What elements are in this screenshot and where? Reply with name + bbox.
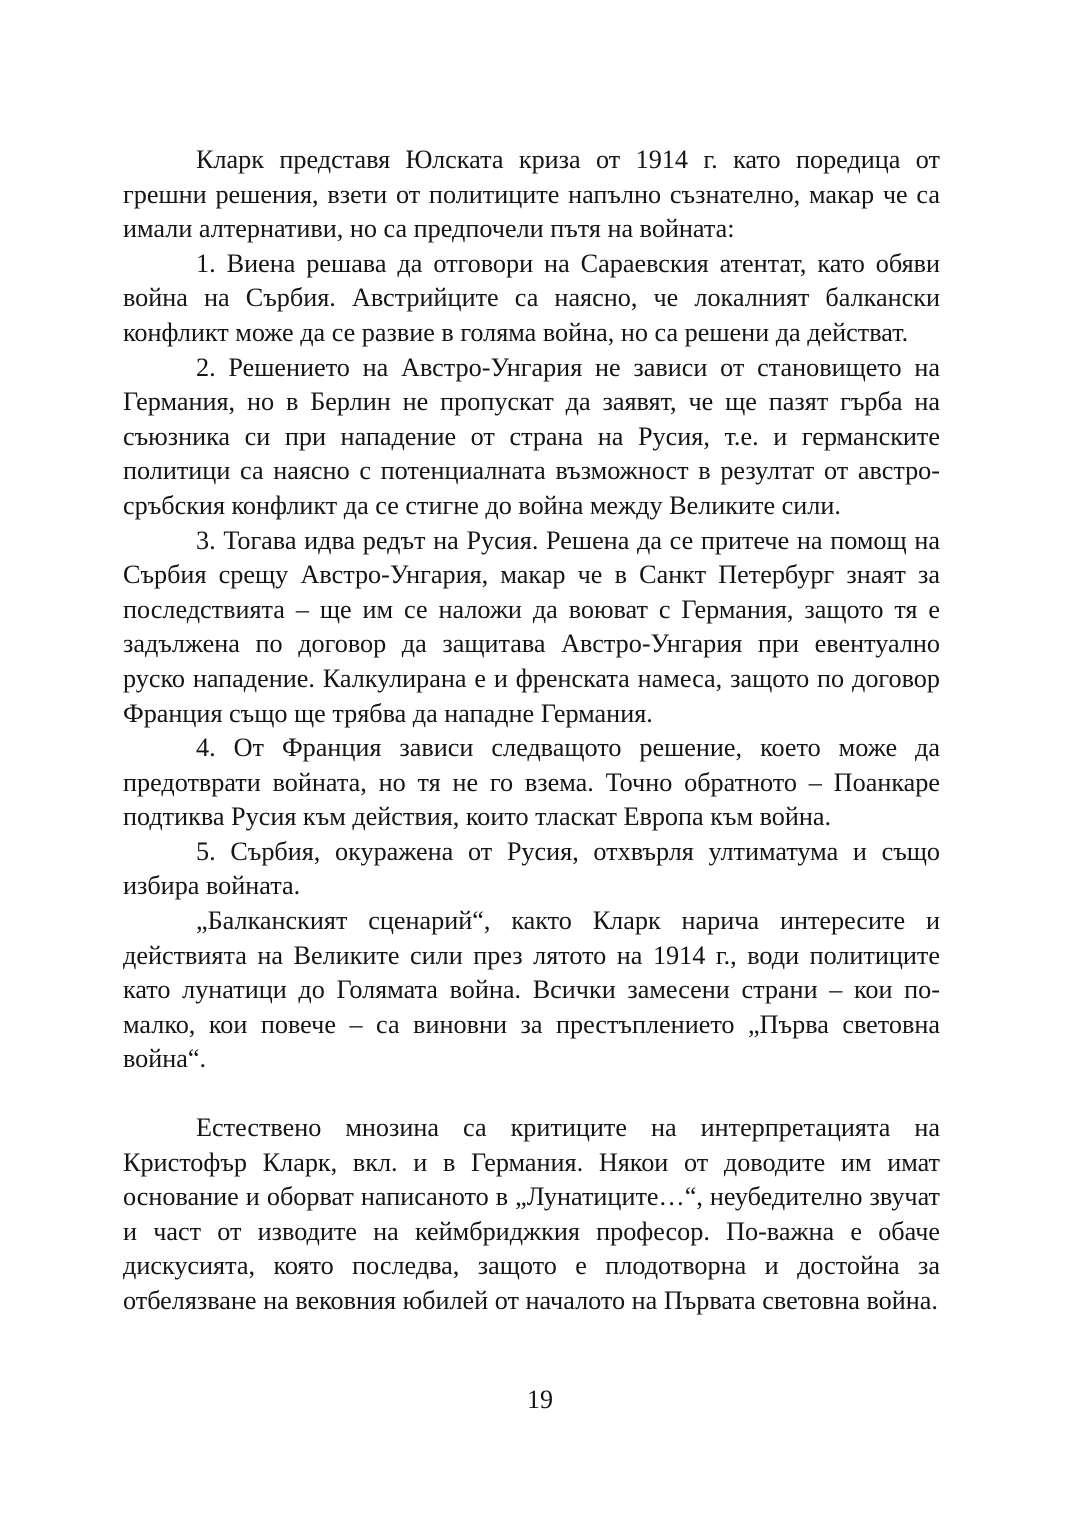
page-number: 19 bbox=[527, 1385, 553, 1414]
paragraph-point-4: 4. От Франция зависи следващото решение, което може да предотврати войната, но тя не го взема. Точно обратното – Поанкаре подтиква Русия към действия, които тласкат Европа към война. bbox=[123, 733, 940, 832]
paragraph-intro: Кларк представя Юлската криза от 1914 г. като поредица от грешни решения, взети от политиците напълно съзнателно, макар че са имали алтернативи, но са предпочели пътя на войната: bbox=[123, 145, 940, 244]
paragraph-point-5: 5. Сърбия, окуражена от Русия, отхвърля ултиматума и също избира войната. bbox=[123, 836, 940, 901]
paragraph-point-1: 1. Виена решава да отговори на Сараевския атентат, като обяви война на Сърбия. Австрийците са наясно, че локалният балкански конфликт може да се развие в голяма война, но са решени да действат. bbox=[123, 248, 940, 347]
paragraph-balkan-scenario: „Балканският сценарий“, както Кларк нарича интересите и действията на Великите сили през лятото на 1914 г., води политиците като лунатици до Голямата война. Всички замесени страни – кои по-малко, кои повече – са виновни за престъплението „Първа световна война“. bbox=[123, 906, 940, 1074]
paragraph-point-3: 3. Тогава идва редът на Русия. Решена да се притече на помощ на Сърбия срещу Австро-Унгария, макар че в Санкт Петербург знаят за последствията – ще им се наложи да воюват с Германия, защото тя е задължена по договор да защитава Австро-Унгария при евентуално руско нападение. Калкулирана е и френската намеса, защото по договор Франция също ще трябва да нападне Германия. bbox=[123, 525, 940, 728]
section-gap bbox=[123, 1077, 940, 1111]
paragraph-point-2: 2. Решението на Австро-Унгария не зависи от становището на Германия, но в Берлин не пропускат да заявят, че ще пазят гърба на съюзника си при нападение от страна на Русия, т.е. и германските политици са наясно с потенциалната възможност в резултат от австро-сръбския конфликт да се стигне до война между Великите сили. bbox=[123, 352, 940, 520]
page-body bbox=[123, 143, 940, 1319]
paragraph-critics: Естествено мнозина са критиците на интерпретацията на Кристофър Кларк, вкл. и в Германия. Някои от доводите им имат основание и оборват написаното в „Лунатиците…“, неубедително звучат и част от изводите на кеймбриджкия професор. По-важна е обаче дискусията, която последва, защото е плодотворна и достойна за отбелязване на вековния юбилей от началото на Първата световна война. bbox=[123, 1113, 940, 1315]
